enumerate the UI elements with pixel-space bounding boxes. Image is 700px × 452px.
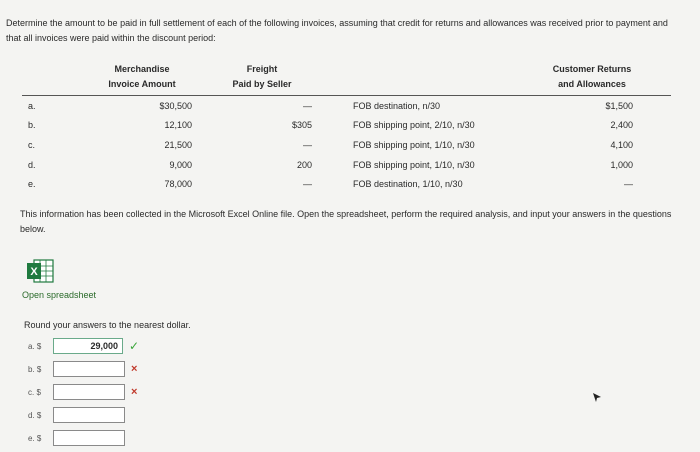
header-amount-2: Invoice Amount — [68, 77, 192, 96]
answer-row-d — [28, 405, 125, 425]
row-amount: 12,100 — [164, 120, 192, 131]
row-terms: FOB shipping point, 2/10, n/30 — [353, 120, 475, 131]
row-returns: 2,400 — [610, 120, 633, 131]
row-freight: — — [303, 179, 312, 190]
instructions — [6, 16, 696, 46]
row-returns: $1,500 — [605, 100, 633, 111]
instructions-line-1: Determine the amount to be paid in full settlement of each of the following invoices, assuming that credit for returns and allowances was received prior to payment and — [6, 18, 668, 28]
open-spreadsheet-link[interactable]: Open spreadsheet — [22, 290, 97, 300]
row-terms: FOB shipping point, 1/10, n/30 — [353, 159, 475, 170]
answer-label: e. $ — [28, 433, 42, 443]
header-freight-2: Paid by Seller — [192, 77, 318, 96]
excel-icon-letter: X — [30, 266, 38, 278]
answer-row-a — [28, 336, 139, 356]
row-returns: 1,000 — [610, 159, 633, 170]
table-row — [22, 116, 671, 136]
table-header-row-2 — [22, 77, 671, 96]
round-note: Round your answers to the nearest dollar. — [24, 320, 191, 330]
header-freight-1: Freight — [246, 64, 278, 74]
row-returns: 4,100 — [610, 139, 633, 150]
answer-label: b. $ — [28, 364, 42, 374]
row-freight: $305 — [291, 120, 312, 131]
answer-input-d[interactable] — [53, 407, 125, 423]
row-terms: FOB destination, n/30 — [353, 100, 441, 111]
instructions-line-2: that all invoices were paid within the discount period: — [6, 33, 216, 43]
answer-row-c — [28, 382, 137, 402]
check-icon: ✓ — [129, 339, 140, 353]
answer-row-e — [28, 428, 125, 448]
row-freight: 200 — [296, 159, 312, 170]
row-amount: $30,500 — [159, 100, 192, 111]
x-icon: × — [131, 363, 138, 375]
row-terms: FOB destination, 1/10, n/30 — [353, 179, 463, 190]
row-returns: — — [624, 179, 633, 190]
row-amount: 21,500 — [164, 139, 192, 150]
answer-input-a[interactable]: 29,000 — [53, 338, 123, 354]
header-amount-1: Merchandise — [114, 64, 170, 74]
answer-label: c. $ — [28, 387, 41, 397]
row-letter: a. — [28, 100, 36, 111]
row-letter: c. — [28, 139, 36, 150]
answer-input-c[interactable] — [53, 384, 125, 400]
table-row — [22, 155, 671, 175]
answer-input-e[interactable] — [53, 430, 125, 446]
answer-label: a. $ — [28, 341, 42, 351]
table-header-row-1 — [22, 62, 671, 77]
header-returns-2: and Allowances — [513, 77, 671, 96]
excel-icon[interactable] — [26, 258, 54, 284]
row-freight: — — [303, 100, 312, 111]
table-row — [22, 135, 671, 155]
answer-label: d. $ — [28, 410, 42, 420]
excel-note: This information has been collected in the Microsoft Excel Online file. Open the spreadsheet, perform the required analysis, and input your answers in the questions below. — [20, 209, 672, 234]
x-icon: × — [131, 386, 138, 398]
mouse-cursor-icon — [592, 391, 602, 403]
invoice-table — [22, 62, 671, 194]
answer-input-b[interactable] — [53, 361, 125, 377]
row-amount: 9,000 — [169, 159, 192, 170]
row-amount: 78,000 — [164, 179, 192, 190]
answer-row-b — [28, 359, 137, 379]
header-returns-1: Customer Returns — [552, 64, 632, 74]
row-terms: FOB shipping point, 1/10, n/30 — [353, 139, 475, 150]
table-row — [22, 96, 671, 116]
table-row — [22, 174, 671, 194]
row-freight: — — [303, 139, 312, 150]
row-letter: d. — [28, 159, 36, 170]
row-letter: e. — [28, 179, 36, 190]
row-letter: b. — [28, 120, 36, 131]
